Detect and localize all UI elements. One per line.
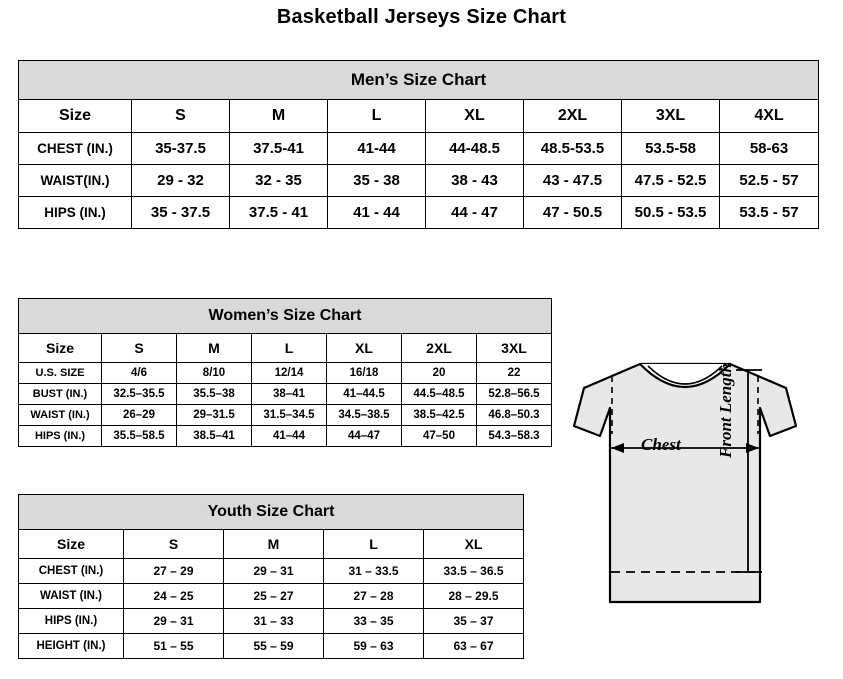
table-cell: 59 – 63 — [324, 634, 424, 659]
table-row — [19, 609, 524, 634]
table-cell: 22 — [477, 363, 552, 384]
column-header: XL — [424, 530, 524, 559]
column-header: XL — [426, 100, 524, 133]
table-cell: 12/14 — [252, 363, 327, 384]
table-cell: 33.5 – 36.5 — [424, 559, 524, 584]
table-cell: 20 — [402, 363, 477, 384]
table-cell: 35 – 37 — [424, 609, 524, 634]
table-cell: 44.5–48.5 — [402, 384, 477, 405]
column-header: S — [124, 530, 224, 559]
table-cell: 53.5 - 57 — [720, 197, 819, 229]
row-label: WAIST (IN.) — [19, 405, 102, 426]
table-cell: 58-63 — [720, 133, 819, 165]
table-cell: 32 - 35 — [230, 165, 328, 197]
row-label: HIPS (IN.) — [19, 426, 102, 447]
table-row — [19, 634, 524, 659]
table-cell: 38–41 — [252, 384, 327, 405]
table-caption-row — [19, 495, 524, 530]
table-cell: 35 - 38 — [328, 165, 426, 197]
column-header: 4XL — [720, 100, 819, 133]
table-row — [19, 133, 819, 165]
column-header: L — [328, 100, 426, 133]
row-label: CHEST (IN.) — [19, 133, 132, 165]
column-header: 3XL — [477, 334, 552, 363]
table-cell: 46.8–50.3 — [477, 405, 552, 426]
table-cell: 47–50 — [402, 426, 477, 447]
row-label: HIPS (IN.) — [19, 197, 132, 229]
column-header: M — [224, 530, 324, 559]
table-cell: 38.5–41 — [177, 426, 252, 447]
table-cell: 4/6 — [102, 363, 177, 384]
row-label: WAIST (IN.) — [19, 584, 124, 609]
table-cell: 48.5-53.5 — [524, 133, 622, 165]
womens-size-chart-table — [18, 298, 552, 447]
page-title: Basketball Jerseys Size Chart — [276, 6, 567, 28]
table-cell: 35 - 37.5 — [132, 197, 230, 229]
womens-caption: Women’s Size Chart — [19, 299, 552, 334]
table-cell: 41-44 — [328, 133, 426, 165]
column-header: XL — [327, 334, 402, 363]
table-cell: 44–47 — [327, 426, 402, 447]
table-cell: 16/18 — [327, 363, 402, 384]
table-cell: 35.5–38 — [177, 384, 252, 405]
column-header: M — [230, 100, 328, 133]
row-label: CHEST (IN.) — [19, 559, 124, 584]
table-cell: 29 – 31 — [124, 609, 224, 634]
table-cell: 41–44.5 — [327, 384, 402, 405]
table-cell: 28 – 29.5 — [424, 584, 524, 609]
table-cell: 35.5–58.5 — [102, 426, 177, 447]
row-label: U.S. SIZE — [19, 363, 102, 384]
mens-size-chart-table — [18, 60, 819, 229]
jersey-shirt-icon — [548, 330, 836, 660]
table-cell: 47 - 50.5 — [524, 197, 622, 229]
row-label: WAIST(IN.) — [19, 165, 132, 197]
mens-caption: Men’s Size Chart — [19, 61, 819, 100]
table-cell: 35-37.5 — [132, 133, 230, 165]
column-header: Size — [19, 334, 102, 363]
row-label: HIPS (IN.) — [19, 609, 124, 634]
table-cell: 27 – 28 — [324, 584, 424, 609]
column-header: 3XL — [622, 100, 720, 133]
column-header: S — [102, 334, 177, 363]
chest-measure-label: Chest — [641, 435, 681, 454]
table-cell: 25 – 27 — [224, 584, 324, 609]
table-cell: 26–29 — [102, 405, 177, 426]
table-cell: 31 – 33 — [224, 609, 324, 634]
table-cell: 44 - 47 — [426, 197, 524, 229]
table-cell: 38.5–42.5 — [402, 405, 477, 426]
table-cell: 29 – 31 — [224, 559, 324, 584]
table-caption-row — [19, 299, 552, 334]
table-row — [19, 584, 524, 609]
youth-size-chart-table — [18, 494, 524, 659]
table-row — [19, 197, 819, 229]
table-cell: 31.5–34.5 — [252, 405, 327, 426]
table-cell: 52.5 - 57 — [720, 165, 819, 197]
table-cell: 54.3–58.3 — [477, 426, 552, 447]
row-label: HEIGHT (IN.) — [19, 634, 124, 659]
table-cell: 55 – 59 — [224, 634, 324, 659]
youth-caption: Youth Size Chart — [19, 495, 524, 530]
table-cell: 33 – 35 — [324, 609, 424, 634]
table-cell: 41 - 44 — [328, 197, 426, 229]
table-cell: 53.5-58 — [622, 133, 720, 165]
column-header: 2XL — [524, 100, 622, 133]
table-cell: 29 - 32 — [132, 165, 230, 197]
table-cell: 44-48.5 — [426, 133, 524, 165]
column-header: 2XL — [402, 334, 477, 363]
column-header: S — [132, 100, 230, 133]
table-cell: 51 – 55 — [124, 634, 224, 659]
table-row — [19, 165, 819, 197]
table-header-row — [19, 100, 819, 133]
column-header: Size — [19, 100, 132, 133]
table-cell: 32.5–35.5 — [102, 384, 177, 405]
table-cell: 24 – 25 — [124, 584, 224, 609]
table-cell: 8/10 — [177, 363, 252, 384]
table-cell: 63 – 67 — [424, 634, 524, 659]
table-cell: 43 - 47.5 — [524, 165, 622, 197]
table-header-row — [19, 334, 552, 363]
table-cell: 37.5 - 41 — [230, 197, 328, 229]
table-cell: 50.5 - 53.5 — [622, 197, 720, 229]
column-header: L — [324, 530, 424, 559]
front-length-measure-label: Front Length — [716, 363, 735, 458]
table-cell: 29–31.5 — [177, 405, 252, 426]
column-header: M — [177, 334, 252, 363]
table-header-row — [19, 530, 524, 559]
table-cell: 31 – 33.5 — [324, 559, 424, 584]
table-cell: 38 - 43 — [426, 165, 524, 197]
column-header: L — [252, 334, 327, 363]
table-caption-row — [19, 61, 819, 100]
table-cell: 27 – 29 — [124, 559, 224, 584]
row-label: BUST (IN.) — [19, 384, 102, 405]
table-row — [19, 384, 552, 405]
table-cell: 47.5 - 52.5 — [622, 165, 720, 197]
table-row — [19, 405, 552, 426]
table-cell: 34.5–38.5 — [327, 405, 402, 426]
table-cell: 37.5-41 — [230, 133, 328, 165]
table-cell: 41–44 — [252, 426, 327, 447]
table-row — [19, 559, 524, 584]
table-cell: 52.8–56.5 — [477, 384, 552, 405]
table-row — [19, 363, 552, 384]
table-row — [19, 426, 552, 447]
jersey-measurement-diagram — [548, 330, 836, 670]
column-header: Size — [19, 530, 124, 559]
